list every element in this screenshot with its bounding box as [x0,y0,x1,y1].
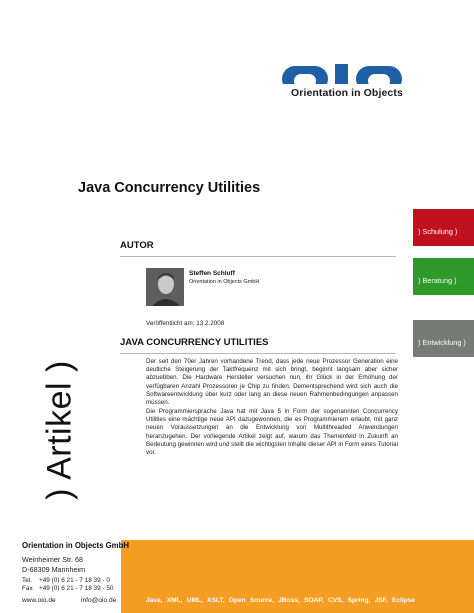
tab-beratung[interactable]: ) Beratung ) [413,258,474,295]
avatar [146,268,184,306]
divider [120,353,396,354]
footer-city: D-68309 Mannheim [22,565,86,574]
tab-entwicklung[interactable]: ) Entwicklung ) [413,320,474,357]
footer-company: Orientation in Objects GmbH [22,541,130,550]
published-date: Veröffentlicht am: 13.2.2008 [146,320,225,327]
footer-street: Weinheimer Str. 68 [22,555,83,564]
footer-fax [22,585,114,592]
footer-phone [22,577,110,584]
section-heading: JAVA CONCURRENCY UTILITIES [120,337,269,348]
author-organization: Orientation in Objects GmbH [189,279,260,285]
article-type-label: ) Artikel ) [40,360,79,500]
phone-label: Tel. [22,577,32,584]
document-title: Java Concurrency Utilities [78,180,261,196]
author-heading: AUTOR [120,240,154,251]
footer-website-link[interactable]: www.oio.de [22,597,56,604]
footer-technology-tags: Java, XML, UML, XSLT, Open Source, JBoss, SOAP, CVS, Spring, JSF, Eclipse [146,597,416,604]
person-icon [146,268,184,306]
paragraph: Die Programmiersprache Java hat mit Java 5 in Form der sogenannten Concurrency Utilities eine mächtige neue API dazugewonnen, die es Programmierern erlaubt, mit ganz neuen Voraussetzungen an die Entwicklung von Multithreaded Anwendungen heranzugehen. Der vorliegende Artikel zeigt auf, warum das Themenfeld in Zukunft an Bedeutung gewinnen wird und stellt die wichtigsten Inhalte dieser API in Form eines Tutorial vor. [146,408,398,457]
paragraph: Der seit den 70er Jahren vorhandene Trend, dass jede neue Prozessor Generation eine deutliche Steigerung der Taktfrequenz mit sich bringt, beginnt langsam aber sicher abzuebben. Die Hardware Hersteller versuchen nun, ihr Glück in der Erhöhung der verfügbaren Anzahl Prozessoren je Chip zu finden. Dementsprechend wird sich auch die Softwareentwicklung über kurz oder lang an diese neuen Rahmenbedingungen anpassen müssen. [146,358,398,407]
logo-tagline: Orientation in Objects [291,87,403,99]
author-name: Steffen Schluff [189,270,235,277]
tab-schulung[interactable]: ) Schulung ) [413,209,474,246]
fax-label: Fax [22,585,33,592]
divider [120,256,396,257]
fax-number: +49 (0) 6 21 - 7 18 39 - 50 [39,585,114,592]
phone-number: +49 (0) 6 21 - 7 18 39 - 0 [39,577,110,584]
footer-email-link[interactable]: info@oio.de [81,597,117,604]
